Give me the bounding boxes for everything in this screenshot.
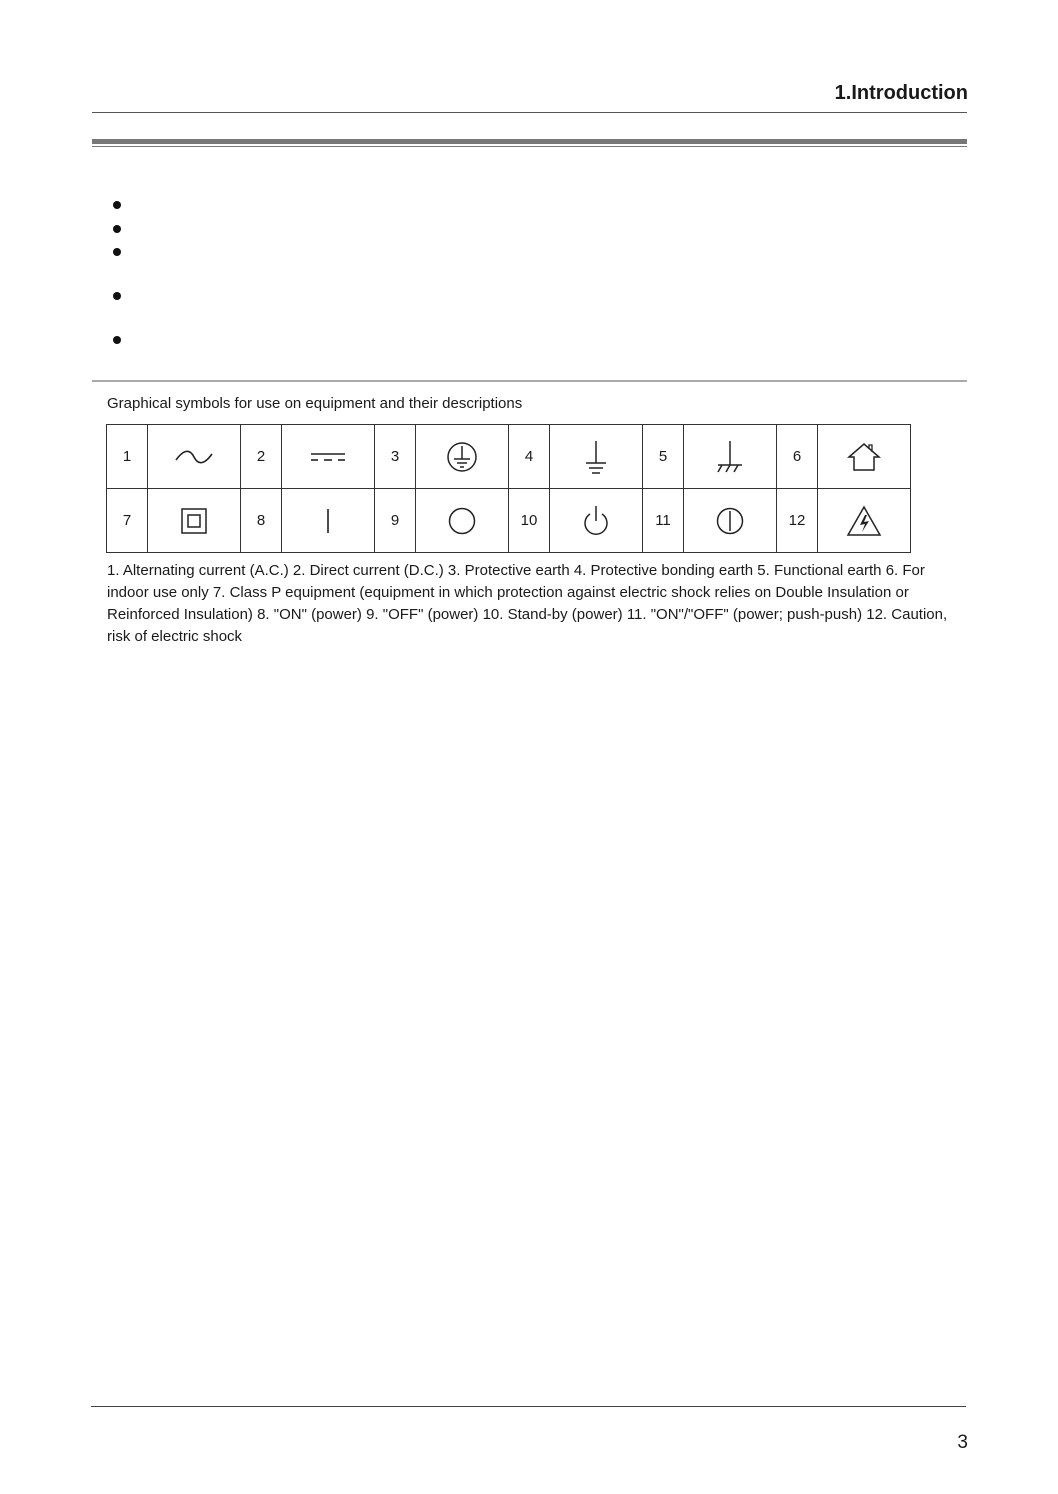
on-off-push-push-icon bbox=[684, 489, 777, 553]
symbol-number: 4 bbox=[509, 425, 550, 489]
page-header-title: 1.Introduction bbox=[834, 82, 968, 104]
functional-earth-icon bbox=[684, 425, 777, 489]
symbol-number: 12 bbox=[777, 489, 818, 553]
symbols-row bbox=[107, 425, 911, 489]
indoor-use-house-icon bbox=[818, 425, 911, 489]
symbol-number: 2 bbox=[241, 425, 282, 489]
symbol-number: 6 bbox=[777, 425, 818, 489]
symbol-number: 3 bbox=[375, 425, 416, 489]
alternating-current-icon bbox=[148, 425, 241, 489]
standby-power-icon bbox=[550, 489, 643, 553]
electric-shock-warning-icon bbox=[818, 489, 911, 553]
protective-bonding-earth-icon bbox=[550, 425, 643, 489]
direct-current-icon bbox=[282, 425, 375, 489]
symbol-number: 8 bbox=[241, 489, 282, 553]
symbols-row bbox=[107, 489, 911, 553]
symbols-table bbox=[106, 424, 911, 553]
symbol-number: 1 bbox=[107, 425, 148, 489]
bullet-point bbox=[113, 292, 121, 300]
symbol-number: 5 bbox=[643, 425, 684, 489]
bullet-point bbox=[113, 248, 121, 256]
footer-rule bbox=[91, 1406, 966, 1407]
bullet-point bbox=[113, 336, 121, 344]
class-ii-double-square-icon bbox=[148, 489, 241, 553]
power-on-line-icon bbox=[282, 489, 375, 553]
protective-earth-icon bbox=[416, 425, 509, 489]
bullet-point bbox=[113, 201, 121, 209]
symbol-number: 11 bbox=[643, 489, 684, 553]
section-divider bbox=[92, 380, 967, 382]
bullet-point bbox=[113, 225, 121, 233]
symbols-description: 1. Alternating current (A.C.) 2. Direct current (D.C.) 3. Protective earth 4. Protective bonding earth 5. Functional earth 6. For indoor use only 7. Class P equipment (equipment in which protection against electric shock relies on Double Insulation or Reinforced Insulation) 8. "ON" (power) 9. "OFF" (power) 10. Stand-by (power) 11. "ON"/"OFF" (power; push-push) 12. Caution, risk of electric shock bbox=[107, 562, 948, 645]
symbol-number: 7 bbox=[107, 489, 148, 553]
header-thick-rule bbox=[92, 139, 967, 144]
power-off-circle-icon bbox=[416, 489, 509, 553]
header-thick-rule-lower bbox=[92, 146, 967, 147]
symbol-number: 10 bbox=[509, 489, 550, 553]
symbols-caption: Graphical symbols for use on equipment and their descriptions bbox=[107, 395, 523, 412]
symbol-number: 9 bbox=[375, 489, 416, 553]
header-rule bbox=[92, 112, 967, 113]
page-number: 3 bbox=[957, 1432, 968, 1453]
